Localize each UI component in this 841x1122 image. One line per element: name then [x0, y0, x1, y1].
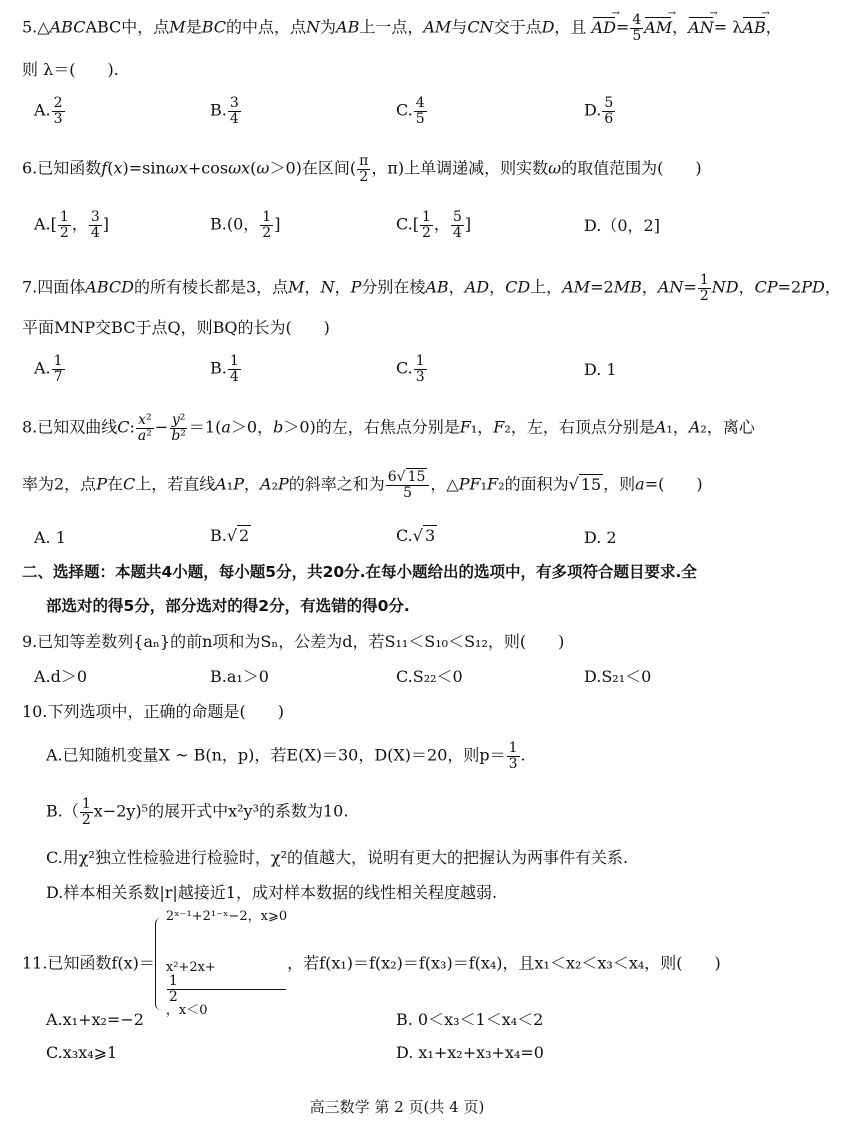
q11-option-a: A.x₁+x₂=−2 — [46, 1010, 144, 1029]
q10-option-d: D.样本相关系数|r|越接近1，成对样本数据的线性相关程度越弱. — [46, 883, 498, 902]
q9-stem: 9.已知等差数列{aₙ}的前n项和为Sₙ，公差为d，若S₁₁＜S₁₀＜S₁₂，则( ) — [22, 632, 565, 651]
q9-option-a: A.d＞0 — [34, 667, 88, 686]
q6-option-b: B.(0， $\frac{1}{2}$ ] — [210, 209, 281, 241]
q6-option-c: C.[ $\frac{1}{2}$ ， $\frac{5}{4}$ ] — [396, 209, 472, 241]
q11-option-d: D. x₁+x₂+x₃+x₄=0 — [396, 1043, 544, 1062]
q8-line1: 8.已知双曲线C: $\frac{\text{x²}}{\text{a²}}$ − $\frac{\text{y²}}{\text{b²}}$ ＝1(a＞0，b＞0)的左，右焦点分别是F₁，F₂，左，右顶点分别是A₁，A₂，离心 — [22, 412, 755, 444]
q10-option-c: C.用χ²独立性检验进行检验时，χ²的值越大，说明有更大的把握认为两事件有关系. — [46, 848, 629, 867]
q7-option-c: C. $\frac{1}{3}$ — [396, 353, 425, 385]
q9-option-c: C.S₂₂＜0 — [396, 667, 463, 686]
q5-option-b: B. $\frac{3}{4}$ — [210, 95, 239, 127]
q5-option-d: D. $\frac{5}{6}$ — [584, 95, 614, 127]
q6-option-a: A.[ $\frac{1}{2}$ ， $\frac{3}{4}$ ] — [34, 209, 109, 241]
q9-option-b: B.a₁＞0 — [210, 667, 269, 686]
q5-option-c: C. $\frac{4}{5}$ — [396, 95, 425, 127]
q7-option-d: D. 1 — [584, 360, 617, 379]
q8-line2: 率为2，点P在C上，若直线A₁P，A₂P的斜率之和为 $\frac{6√ 15}{5}$ ，△PF₁F₂的面积为√ 15 ，则a=( ) — [22, 469, 703, 501]
q9-option-d: D.S₂₁＜0 — [584, 667, 652, 686]
q11-option-b: B. 0＜x₃＜1＜x₄＜2 — [396, 1010, 544, 1029]
q5-line1: 5.△ABCABC中，点M是BC的中点，点N为AB上一点，AM与CN交于点D，且 AD →= $\frac{4}{5}$ AM →，AN →= λAB →， — [22, 13, 782, 43]
q7-option-b: B. $\frac{1}{4}$ — [210, 353, 239, 385]
q8-option-b: B.√ 2 — [210, 526, 250, 545]
q10-option-a: A.已知随机变量X ~ B(n，p)，若E(X)＝30，D(X)＝20，则p＝ $\frac{1}{3}$ . — [46, 740, 526, 772]
q8-option-a: A. 1 — [34, 528, 66, 547]
q7-line1: 7.四面体ABCD的所有棱长都是3，点M，N，P分别在棱AB，AD，CD上，AM=2MB，AN= $\frac{1}{2}$ ND，CP=2PD， — [22, 272, 841, 304]
page-footer: 高三数学 第 2 页(共 4 页) — [309, 1098, 485, 1116]
q11-option-c: C.x₃x₄⩾1 — [46, 1043, 118, 1062]
q8-option-d: D. 2 — [584, 528, 617, 547]
q5-option-a: A. $\frac{2}{3}$ — [34, 95, 63, 127]
q7-line2: 平面MNP交BC于点Q，则BQ的长为( ) — [22, 318, 330, 337]
q11-stem: 11.已知函数f(x)＝ 2ˣ⁻¹+2¹⁻ˣ−2，x⩾0 x²+2x+ 1 2 ，x＜0 ，若f(x₁)＝f(x₂)＝f(x₃)＝f(x₄)，且x₁＜x₂＜x₃＜x₄，则( ) — [22, 909, 721, 1019]
q5-line2: 则 λ＝( ). — [22, 60, 119, 79]
q10-option-b: B.（ $\frac{1}{2}$ x−2y)⁵的展开式中x²y³的系数为10. — [46, 796, 349, 828]
section-heading-line1: 二、选择题：本题共4小题，每小题5分，共20分.在每小题给出的选项中，有多项符合题目要求.全 — [22, 563, 697, 581]
q6-line1: 6.已知函数f(x)=sinωx+cosωx(ω＞0)在区间( $\frac{\pi}{2}$ ，π)上单调递减，则实数ω的取值范围为( ) — [22, 153, 702, 185]
q10-stem: 10.下列选项中，正确的命题是( ) — [22, 702, 284, 721]
section-heading-line2: 部选对的得5分，部分选对的得2分，有选错的得0分. — [46, 597, 410, 615]
q8-option-c: C.√ 3 — [396, 526, 436, 545]
q6-option-d: D.（0，2] — [584, 216, 660, 235]
q7-option-a: A. $\frac{1}{7}$ — [34, 353, 63, 385]
